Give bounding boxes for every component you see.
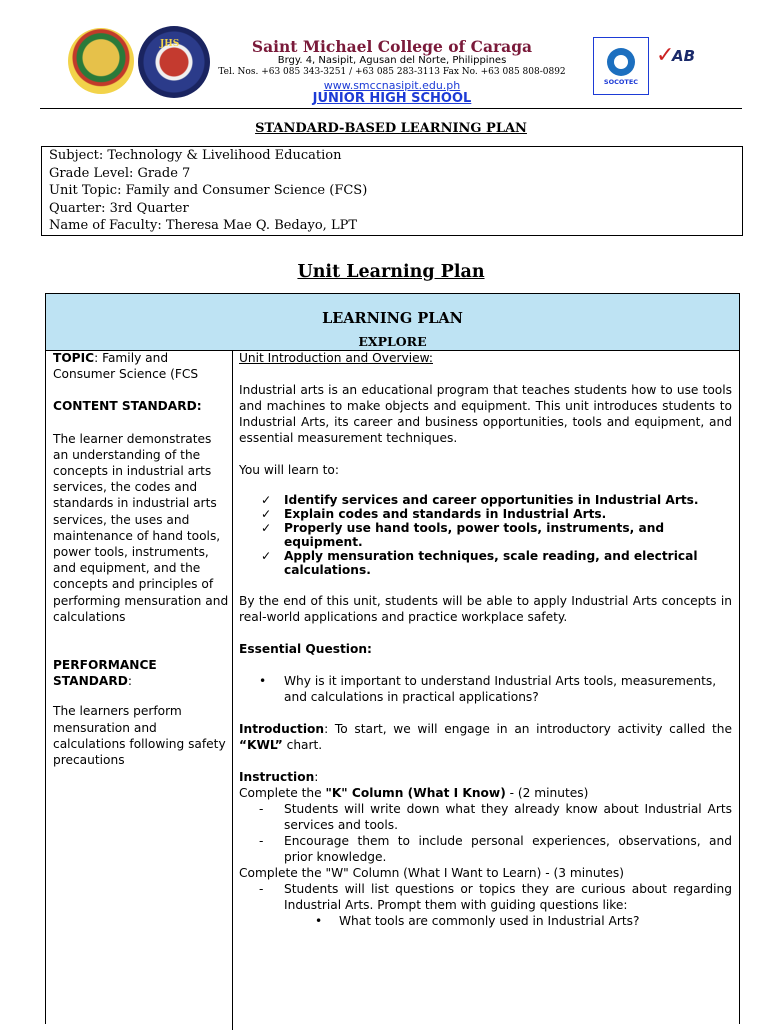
overview-heading: Unit Introduction and Overview:: [239, 351, 433, 365]
topic-label: TOPIC: [53, 351, 95, 365]
letterhead: [0, 0, 768, 110]
list-item: [239, 507, 732, 521]
list-item: [239, 493, 732, 507]
essential-question-label: Essential Question:: [239, 642, 372, 656]
learn-intro: You will learn to:: [239, 463, 339, 477]
checkmark-icon: ✓: [261, 521, 272, 535]
faculty-line: Name of Faculty: Theresa Mae Q. Bedayo, LPT: [49, 218, 357, 233]
unit-topic-line: Unit Topic: Family and Consumer Science (FCS): [49, 183, 368, 198]
introduction-text-2: chart.: [282, 738, 323, 752]
unit-learning-plan-title: Unit Learning Plan: [297, 262, 485, 282]
instruction-heading: [239, 769, 732, 785]
socotec-iso-logo: [593, 37, 649, 95]
k-prefix: Complete the: [239, 786, 326, 800]
school-website-link[interactable]: www.smccnasipit.edu.ph: [323, 79, 461, 92]
instruction-label: Instruction: [239, 770, 315, 784]
objective-text: Identify services and career opportunities in Industrial Arts.: [284, 493, 699, 507]
topic-paragraph: [53, 350, 229, 382]
introduction-paragraph: [239, 721, 732, 753]
vab-label: AB: [672, 47, 696, 65]
subject-line: Subject: Technology & Livelihood Education: [49, 148, 342, 163]
column-divider: [232, 350, 233, 1030]
w-sub-item-text: What tools are commonly used in Industrial Arts?: [339, 914, 640, 928]
unit-outcome-text: By the end of this unit, students will be able to apply Industrial Arts concepts in real-world applications and practice workplace safety.: [239, 594, 732, 624]
grade-level-line: Grade Level: Grade 7: [49, 165, 191, 181]
performance-standard-label: PERFORMANCE STANDARD: [53, 658, 157, 689]
socotec-label: SOCOTEC: [603, 78, 639, 86]
learning-plan-heading: LEARNING PLAN: [322, 310, 463, 327]
objectives-list: [239, 493, 732, 577]
learning-plan-table: [45, 293, 740, 1024]
jhs-seal-logo: [138, 26, 210, 98]
jhs-seal-text: JHS: [160, 39, 180, 49]
checkmark-icon: ✓: [261, 493, 272, 507]
introduction-text-1: : To start, we will engage in an introductory activity called the: [324, 722, 732, 736]
checkmark-icon: ✓: [261, 549, 272, 563]
k-item-text: Students will write down what they already know about Industrial Arts services and tools.: [284, 802, 732, 832]
list-item: [239, 881, 732, 913]
lesson-column: [239, 350, 732, 929]
table-header: [46, 294, 739, 351]
header-divider: [40, 108, 742, 109]
topic-text: : Family and Consumer Science (FCS: [53, 351, 199, 382]
list-item: [239, 521, 732, 549]
bullet-icon: •: [315, 914, 323, 928]
bullet-icon: •: [259, 674, 267, 688]
standards-column: [53, 350, 229, 768]
k-column-line: [239, 785, 732, 801]
k-suffix: - (2 minutes): [505, 786, 589, 800]
overview-text: Industrial arts is an educational program that teaches students how to use tools and machines to make objects and equipment. This unit introduces students to Industrial Arts, its career and business opportunities, tools and equipment, and essential measurement techniques.: [239, 383, 732, 445]
introduction-label: Introduction: [239, 722, 325, 736]
checkmark-icon: ✓: [261, 507, 272, 521]
dash-icon: -: [259, 882, 264, 896]
dash-icon: -: [259, 834, 264, 848]
k-item-text: Encourage them to include personal experiences, observations, and prior knowledge.: [284, 834, 732, 864]
w-column-line: Complete the "W" Column (What I Want to Learn) - (3 minutes): [239, 866, 624, 880]
vab-accreditation-logo: [654, 37, 706, 95]
performance-standard-paragraph: [53, 657, 229, 689]
list-item: [239, 913, 732, 929]
list-item: [239, 801, 732, 833]
content-standard-label: CONTENT STANDARD:: [53, 399, 202, 414]
socotec-ring-icon: [607, 48, 635, 76]
objective-text: Explain codes and standards in Industrial Arts.: [284, 507, 607, 521]
content-standard-text: The learner demonstrates an understanding of the concepts in industrial arts services, the codes and standards in industrial arts services, the uses and maintenance of hand tools, power tools, instruments, and equipment, and the concepts and principles of performing mensuration and calculations: [53, 431, 229, 624]
quarter-line: Quarter: 3rd Quarter: [49, 200, 189, 216]
objective-text: Properly use hand tools, power tools, instruments, and equipment.: [284, 521, 665, 549]
performance-standard-colon: :: [127, 674, 132, 689]
college-seal-logo: [68, 28, 134, 94]
k-column-title: "K" Column (What I Know): [325, 786, 506, 800]
list-item: [239, 673, 732, 705]
school-address: Brgy. 4, Nasipit, Agusan del Norte, Philippines: [277, 55, 507, 66]
kwl-term: “KWL”: [239, 738, 283, 752]
objective-text: Apply mensuration techniques, scale reading, and electrical calculations.: [284, 549, 698, 577]
performance-standard-text: The learners perform mensuration and calculations following safety precautions: [53, 704, 226, 768]
instruction-colon: :: [314, 770, 319, 784]
department-name: JUNIOR HIGH SCHOOL: [312, 91, 472, 106]
checkmark-logo-icon: ✓: [656, 43, 675, 68]
list-item: [239, 549, 732, 577]
list-item: [239, 833, 732, 865]
school-name: Saint Michael College of Caraga: [251, 37, 533, 56]
w-item-text: Students will list questions or topics they are curious about regarding Industrial Arts. Prompt them with guiding questions like:: [284, 882, 732, 912]
school-telephone: Tel. Nos. +63 085 343-3251 / +63 085 283-3113 Fax No. +63 085 808-0892: [218, 67, 566, 77]
explore-heading: EXPLORE: [358, 334, 427, 349]
essential-question-text: Why is it important to understand Industrial Arts tools, measurements, and calculations in practical applications?: [284, 674, 717, 704]
document-title: STANDARD-BASED LEARNING PLAN: [255, 121, 527, 136]
dash-icon: -: [259, 802, 264, 816]
course-info-box: [41, 146, 743, 236]
